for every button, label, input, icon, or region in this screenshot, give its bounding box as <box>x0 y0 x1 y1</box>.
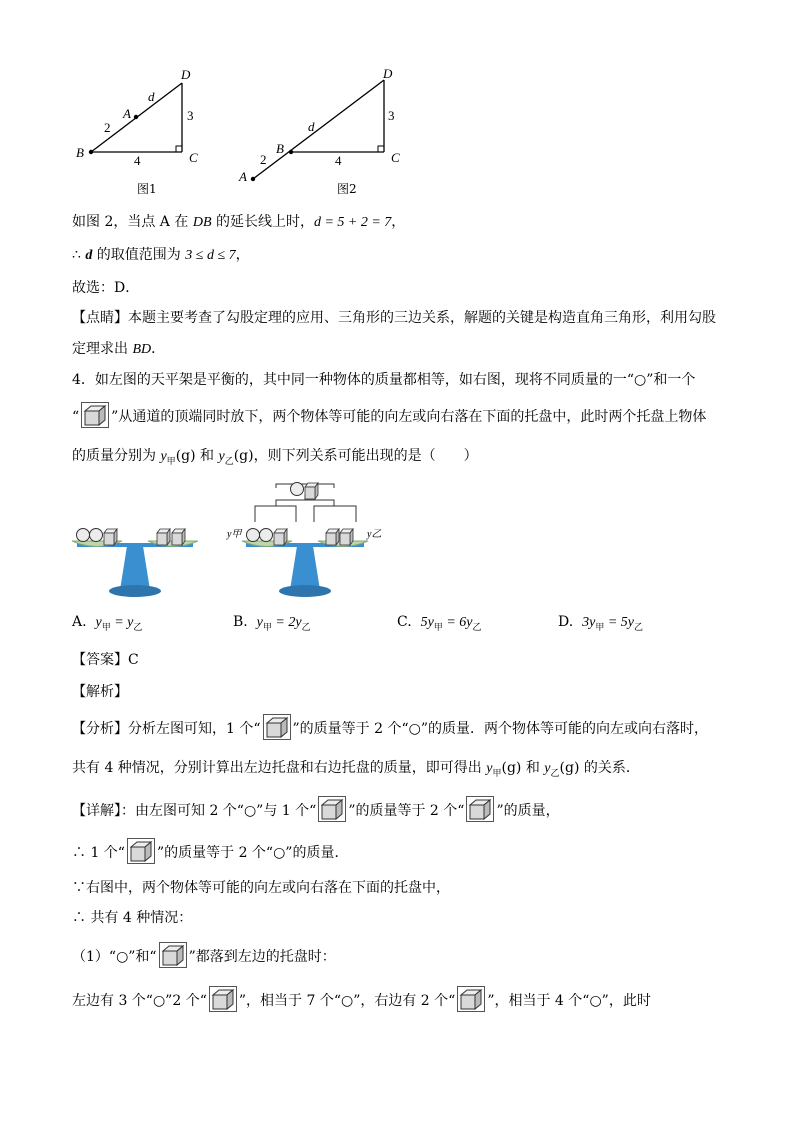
text: 如图 2，当点 A 在 <box>72 214 193 230</box>
text: 的延长线上时， <box>211 214 314 230</box>
cube-icon <box>466 796 494 822</box>
math: y <box>95 615 102 630</box>
math: 3y <box>582 615 596 630</box>
subscript: 甲 <box>262 622 272 633</box>
text: ”都落到左边的托盘时： <box>188 949 336 965</box>
fig2-label-A: A <box>239 169 247 184</box>
cube-icon <box>209 986 237 1012</box>
question-4-line-3 <box>72 446 478 472</box>
math-y: y <box>218 449 225 464</box>
analysis-line-1 <box>72 716 708 742</box>
fig2-label-B: B <box>276 141 284 156</box>
line-comment: 【点睛】本题主要考查了勾股定理的应用、三角形的三边关系，解题的关键是构造直角三角形，利用勾股 <box>72 310 716 326</box>
subscript: 乙 <box>634 622 644 633</box>
text: 【详解】：由左图可知 2 个“○”与 1 个“ <box>72 803 317 819</box>
option-d[interactable] <box>558 614 643 633</box>
question-4-line-2 <box>72 404 706 430</box>
fig2-label-2: 2 <box>260 152 267 167</box>
balance-scales <box>0 474 794 604</box>
math-y: y <box>160 449 167 464</box>
text: 的取值范围为 <box>92 247 186 263</box>
option-b[interactable] <box>233 614 311 633</box>
analysis-line-2 <box>72 758 640 784</box>
text: (g) 和 <box>175 448 219 464</box>
text: ”的质量等于 2 个“○”的质量． <box>156 845 349 861</box>
fig1-label-D: D <box>181 67 191 82</box>
fig1-label-3: 3 <box>187 108 194 123</box>
math-BD: BD <box>132 342 152 357</box>
math: y <box>256 615 263 630</box>
math-y: y <box>486 761 493 776</box>
fig1-label-d: d <box>148 89 155 104</box>
figure-1 <box>76 67 198 196</box>
option-letter: D. <box>558 614 574 630</box>
math-y: y <box>544 761 551 776</box>
cube-icon <box>159 942 187 968</box>
option-a[interactable] <box>72 614 142 633</box>
text: ”的质量等于 2 个“○”的质量．两个物体等可能的向左或向右落时， <box>292 721 709 737</box>
text: “ <box>72 409 80 425</box>
fig2-label-4: 4 <box>335 153 342 168</box>
text: ”，相当于 7 个“○”，右边有 2 个“ <box>238 993 456 1009</box>
case-1-detail <box>72 988 651 1014</box>
subscript: 甲 <box>433 622 443 633</box>
text: 共有 4 种情况，分别计算出左边托盘和右边托盘的质量，即可得出 <box>72 760 487 776</box>
line-comment-2 <box>72 339 165 360</box>
fig1-label-C: C <box>189 150 198 165</box>
math: y <box>295 615 302 630</box>
text: ， <box>235 247 250 263</box>
fig2-label-C: C <box>391 150 400 165</box>
math: 5y <box>420 615 434 630</box>
text: ． <box>151 341 166 357</box>
text: （1）“○”和“ <box>72 949 157 965</box>
text: ”，相当于 4 个“○”，此时 <box>487 993 651 1009</box>
line-range <box>72 245 250 266</box>
option-letter: A. <box>72 614 87 630</box>
math: = <box>110 615 128 630</box>
fig1-label-B: B <box>76 145 84 160</box>
right-balance-scale <box>226 483 381 598</box>
detail-line-4: ∴ 共有 4 种情况： <box>72 910 193 926</box>
subscript: 甲 <box>101 622 111 633</box>
line-choice: 故选：D． <box>72 280 140 296</box>
question-4-line-1: 4．如左图的天平架是平衡的，其中同一种物体的质量都相等，如右图，现将不同质量的一“○”和一个 <box>72 372 696 388</box>
subscript: 乙 <box>133 622 143 633</box>
line-fig2-case <box>72 212 405 233</box>
text: ∴ <box>72 247 86 263</box>
scale-label-jia: y甲 <box>227 529 242 540</box>
jiexi-heading: 【解析】 <box>72 684 128 700</box>
text: (g)，则下列关系可能出现的是（ ） <box>233 448 478 464</box>
math-ineq: 3 ≤ d ≤ 7 <box>185 248 236 263</box>
text: ”从通道的顶端同时放下，两个物体等可能的向左或向右落在下面的托盘中，此时两个托盘上物体 <box>111 409 707 425</box>
text: ， <box>391 214 406 230</box>
left-balance-scale <box>72 529 198 598</box>
text: 【分析】分析左图可知，1 个“ <box>72 721 261 737</box>
fig2-label-3: 3 <box>388 108 395 123</box>
fig1-label-4: 4 <box>134 153 141 168</box>
fig2-caption: 图2 <box>337 182 357 196</box>
subscript-yi: 乙 <box>224 456 234 467</box>
cube-icon <box>127 838 155 864</box>
fig1-label-2: 2 <box>104 120 111 135</box>
text: (g) 的关系． <box>559 760 640 776</box>
triangle-figures <box>0 0 794 205</box>
subscript-jia: 甲 <box>166 456 176 467</box>
fig1-label-A: A <box>123 106 131 121</box>
option-letter: B. <box>233 614 248 630</box>
math: y <box>627 615 634 630</box>
answer-line: 【答案】C <box>72 652 139 668</box>
figure-2 <box>238 66 400 196</box>
text: (g) 和 <box>501 760 545 776</box>
fig2-label-d: d <box>308 119 315 134</box>
option-letter: C. <box>397 614 412 630</box>
cube-icon <box>81 402 109 428</box>
text: ”的质量， <box>496 803 560 819</box>
math: y <box>466 615 473 630</box>
scale-label-yi: y乙 <box>367 529 382 540</box>
text: ”的质量等于 2 个“ <box>348 803 465 819</box>
math: = 2 <box>271 615 296 630</box>
fig1-caption: 图1 <box>137 182 157 196</box>
cube-icon <box>318 796 346 822</box>
detail-line-2 <box>72 840 348 866</box>
math-DB: DB <box>192 215 212 230</box>
text: ∴ 1 个“ <box>72 845 125 861</box>
text: 定理求出 <box>72 341 133 357</box>
math: = 6 <box>442 615 467 630</box>
subscript: 乙 <box>301 622 311 633</box>
subscript: 乙 <box>472 622 482 633</box>
text: 的质量分别为 <box>72 448 161 464</box>
math: y <box>127 615 134 630</box>
cube-icon <box>457 986 485 1012</box>
math-d: d <box>85 248 93 263</box>
case-1-line <box>72 944 336 970</box>
math: = 5 <box>604 615 628 630</box>
fig2-label-D: D <box>383 66 393 81</box>
cube-icon <box>263 714 291 740</box>
subscript: 甲 <box>595 622 605 633</box>
subscript-jia: 甲 <box>492 768 502 779</box>
subscript-yi: 乙 <box>550 768 560 779</box>
math-eq: d = 5 + 2 = 7 <box>313 215 392 230</box>
text: 左边有 3 个“○”2 个“ <box>72 993 207 1009</box>
detail-line-3: ∵右图中，两个物体等可能的向左或向右落在下面的托盘中， <box>72 880 450 896</box>
option-c[interactable] <box>397 614 482 633</box>
detail-line-1 <box>72 798 560 824</box>
